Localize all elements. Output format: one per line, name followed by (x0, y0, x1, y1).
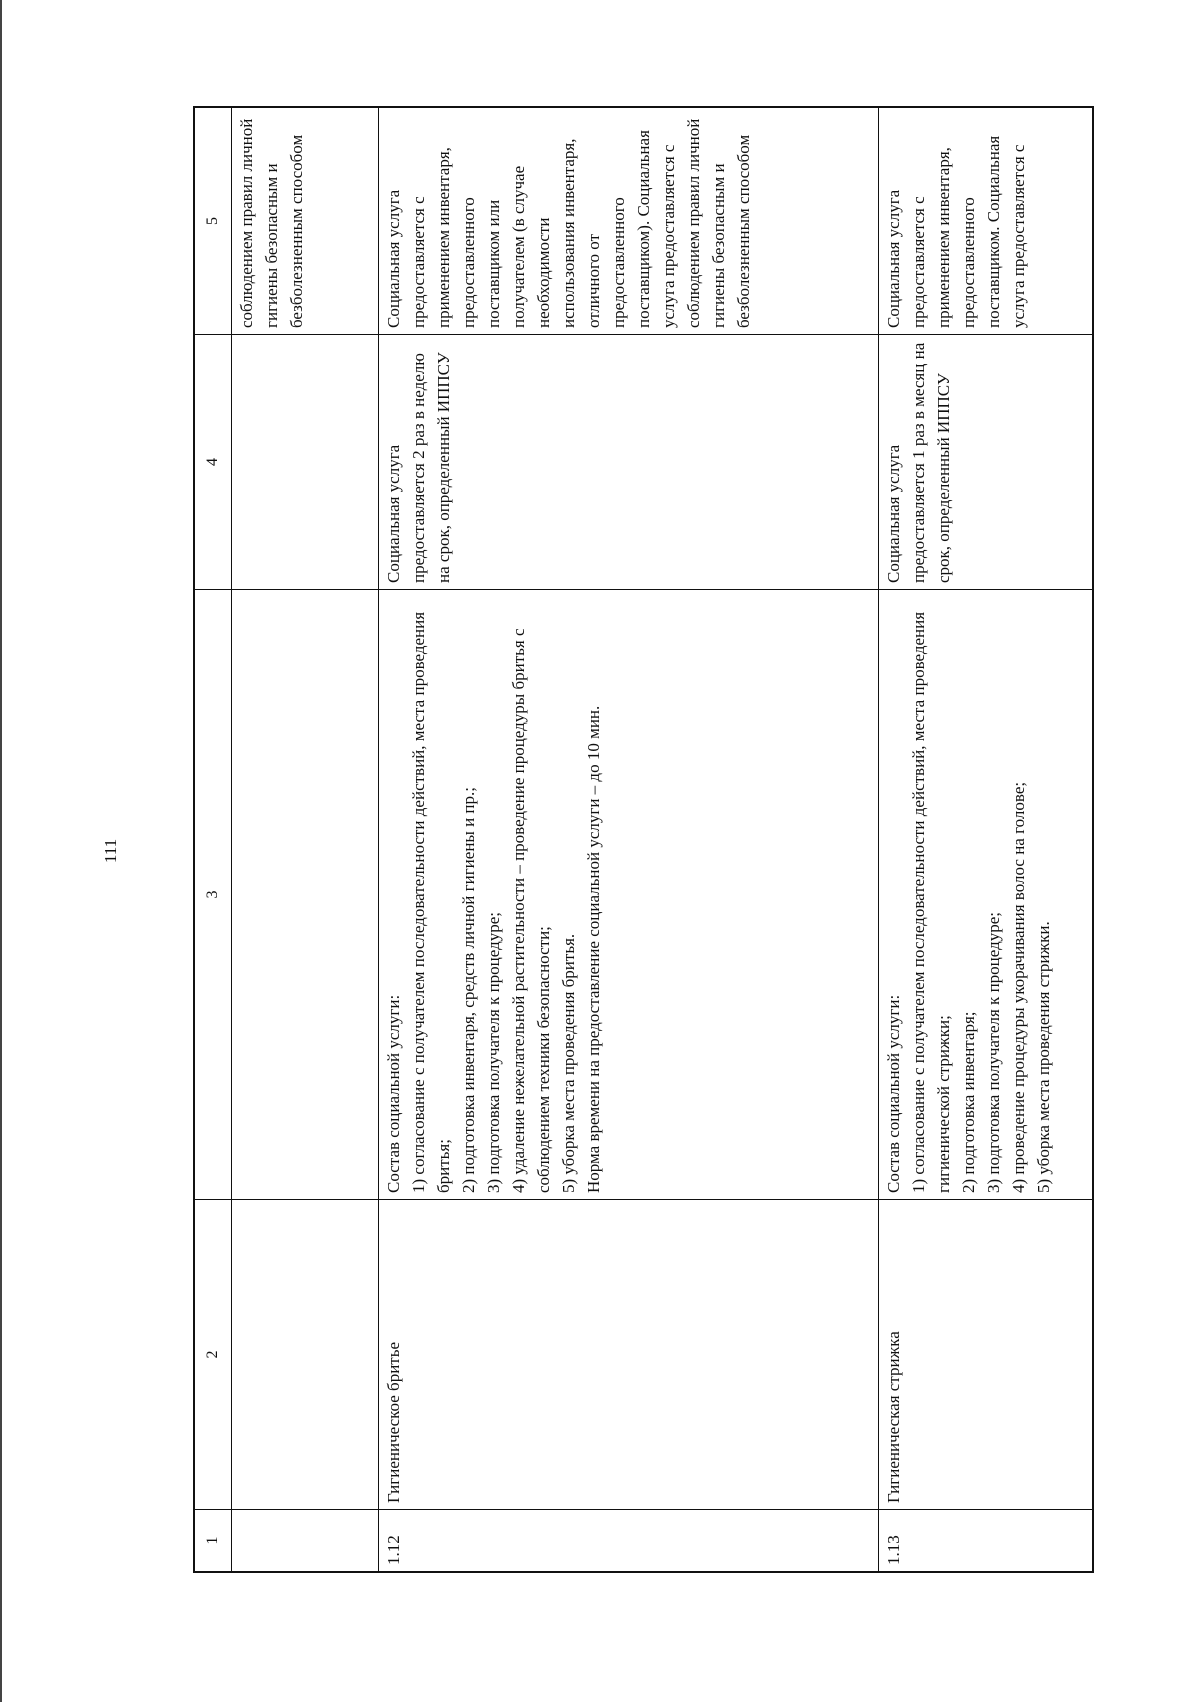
composition-step: 4) проведение процедуры укорачивания волос на голове; (1009, 781, 1028, 1193)
service-composition (879, 589, 1092, 1199)
composition-steps (906, 596, 1056, 1193)
composition-step: 2) подготовка инвентаря; (959, 1011, 978, 1193)
composition-step: 3) подготовка получателя к процедуре; (984, 911, 1003, 1193)
table-header-row (195, 108, 232, 1571)
row-number: 1.12 (379, 1509, 878, 1571)
composition-title: Состав социальной услуги: (384, 994, 403, 1193)
composition-title: Состав социальной услуги: (884, 994, 903, 1193)
service-conditions: Социальная услуга предоставляется с применением инвентаря, предоставленного поставщиком или получателем (в случае необходимости использования инвентаря, отличного от предоставленного поставщиком). Социальная услуга предоставляется с соблюдением правил личной гигиены безопасным и безболезненным способом (384, 118, 753, 328)
cont-cell-2 (232, 1199, 378, 1509)
page-number: 111 (101, 838, 120, 864)
continuation-row (232, 108, 379, 1571)
service-frequency: Социальная услуга предоставляется 2 раз в неделю на срок, определенный ИППСУ (379, 334, 878, 589)
row-number: 1.13 (879, 1509, 1092, 1571)
composition-step: 2) подготовка инвентаря, средств личной гигиены и пр.; (459, 786, 478, 1193)
composition-step: 5) уборка места проведения бритья. (559, 933, 578, 1193)
header-col-1: 1 (195, 1509, 231, 1571)
service-name: Гигиеническая стрижка (879, 1199, 1092, 1509)
composition-step: 1) согласование с получателем последовательности действий, места проведения гигиенической стрижки; (909, 611, 953, 1193)
header-col-4: 4 (195, 334, 231, 589)
composition-step: 5) уборка места проведения стрижки. (1034, 921, 1053, 1193)
composition-step: 4) удаление нежелательной растительности – проведение процедуры бритья с соблюдением техники безопасности; (509, 628, 553, 1193)
service-composition (379, 589, 878, 1199)
cont-conditions-cell: соблюдением правил личной гигиены безопасным и безболезненным способом (237, 118, 306, 328)
cont-cell-4 (232, 334, 378, 589)
service-name: Гигиеническое бритье (379, 1199, 878, 1509)
time-norm: Норма времени на предоставление социальной услуги – до 10 мин. (584, 705, 603, 1193)
scan-edge-line (0, 0, 2, 1702)
cont-cell-3 (232, 589, 378, 1199)
composition-step: 3) подготовка получателя к процедуре; (484, 911, 503, 1193)
service-frequency: Социальная услуга предоставляется 1 раз в месяц на срок, определенный ИППСУ (879, 334, 1092, 589)
table-row-1-13 (879, 108, 1092, 1571)
header-col-2: 2 (195, 1199, 231, 1509)
services-table (193, 106, 1094, 1573)
table-row-1-12 (379, 108, 879, 1571)
composition-step: 1) согласование с получателем последовательности действий, места проведения бритья; (409, 611, 453, 1193)
service-conditions: Социальная услуга предоставляется с применением инвентаря, предоставленного поставщиком. Социальная услуга предоставляется с (884, 135, 1028, 328)
composition-steps (406, 596, 581, 1193)
cont-cell-1 (232, 1509, 378, 1571)
header-col-3: 3 (195, 589, 231, 1199)
header-col-5: 5 (204, 217, 221, 225)
